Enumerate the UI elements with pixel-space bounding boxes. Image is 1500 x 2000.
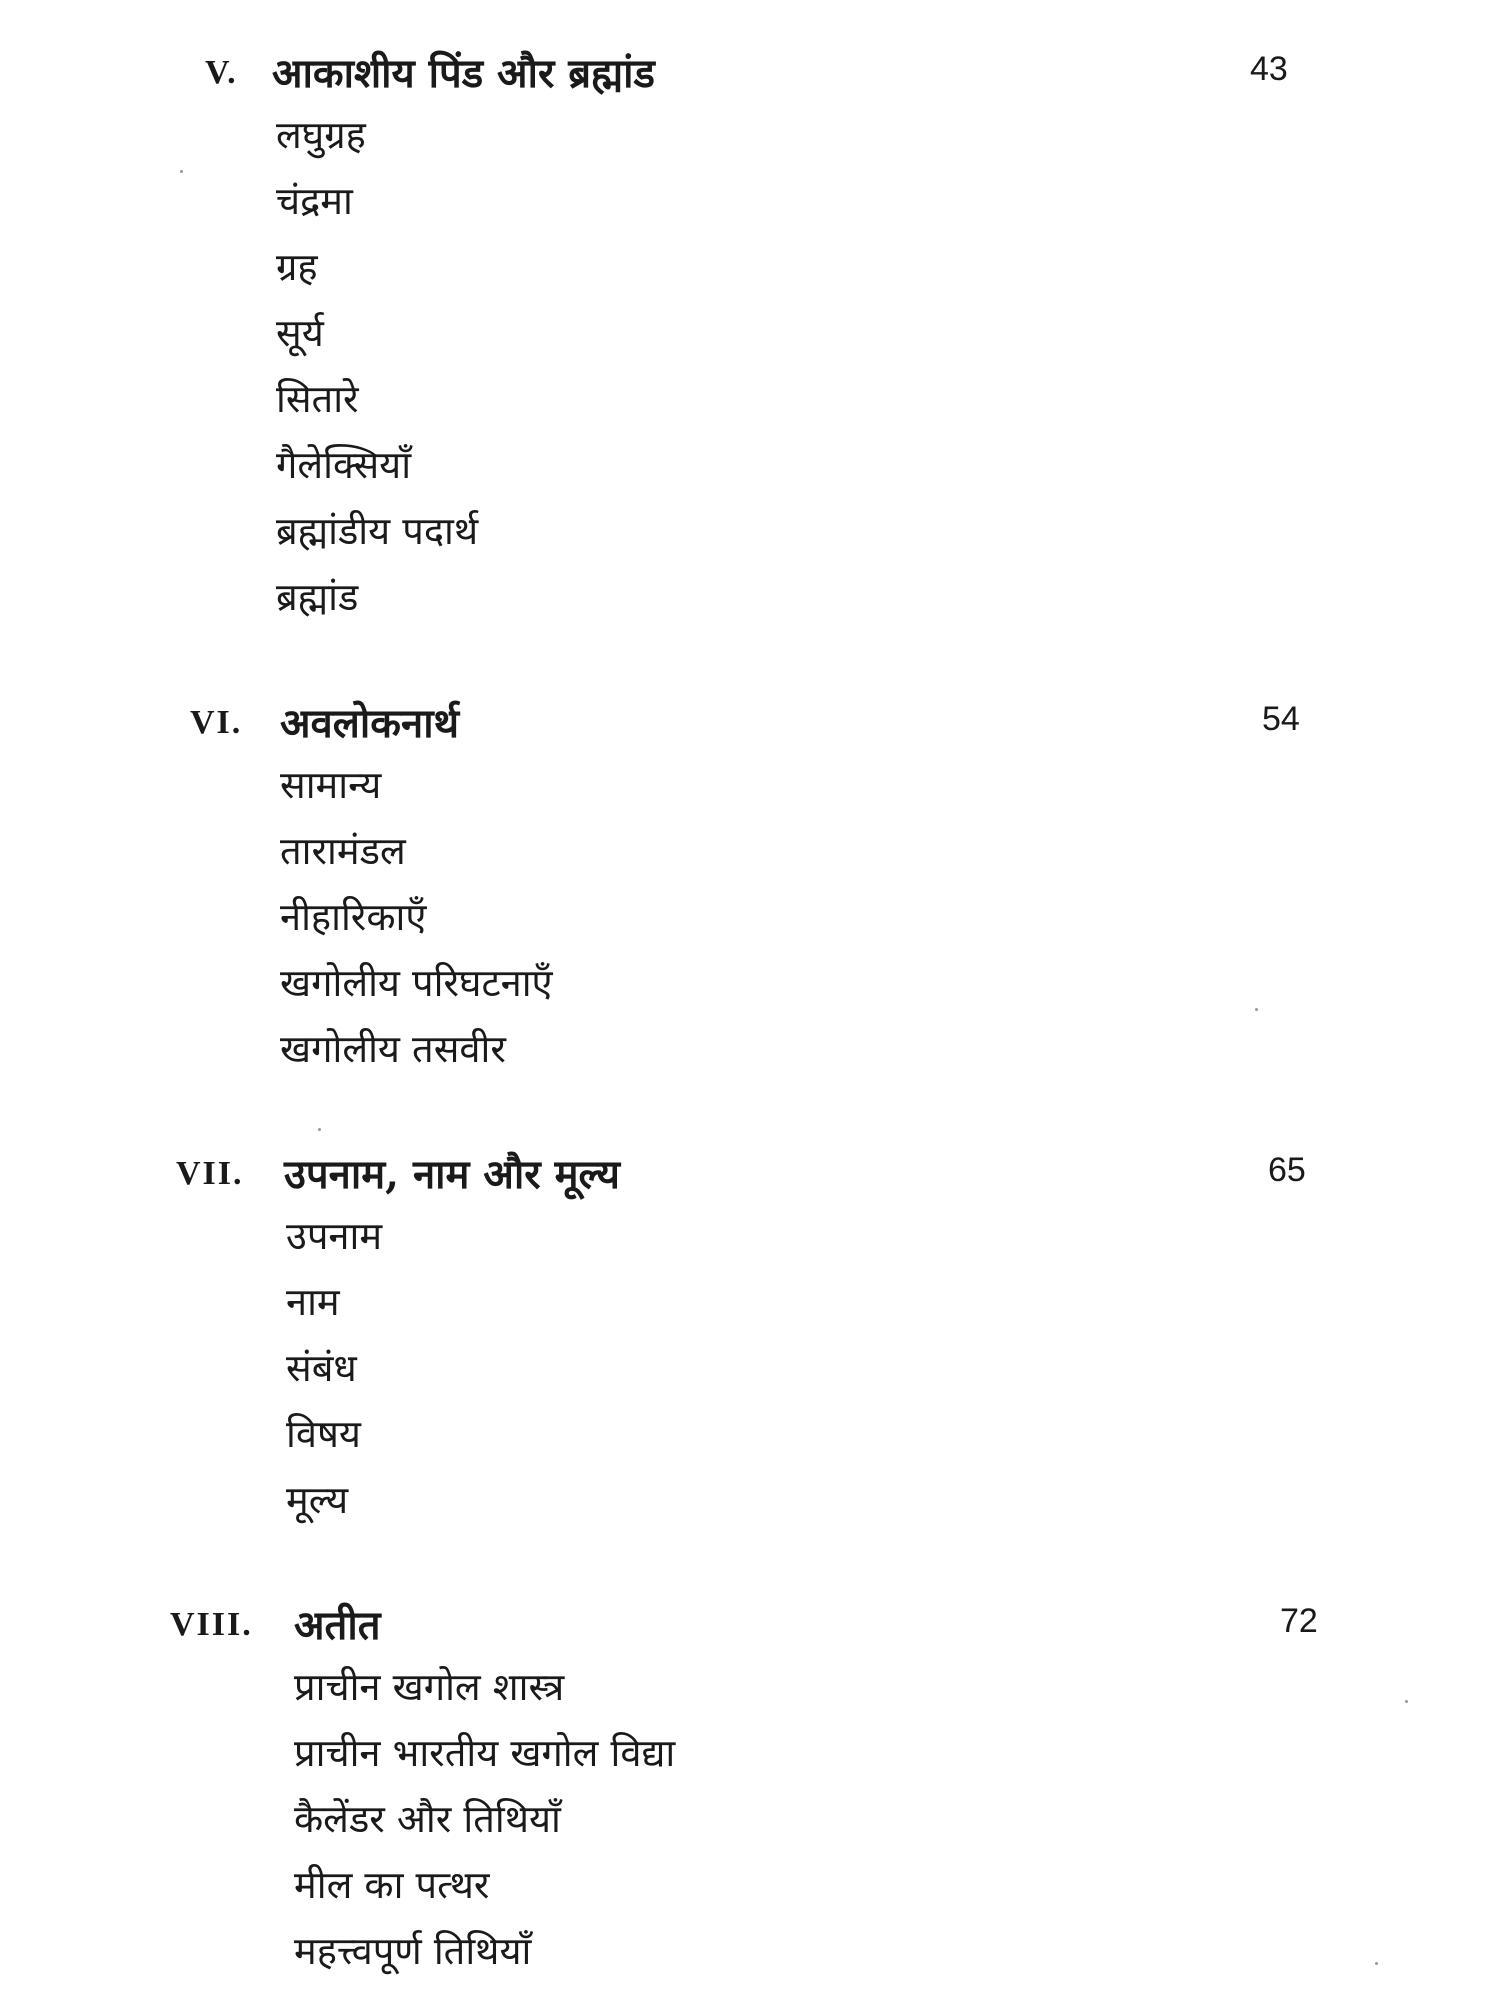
chapter-page-number: 54 xyxy=(1262,700,1300,738)
scan-speck xyxy=(180,170,183,173)
scan-speck xyxy=(318,1128,321,1131)
topic-item: मील का पत्थर xyxy=(294,1863,490,1907)
topic-item: उपनाम xyxy=(286,1214,383,1258)
topic-item: लघुग्रह xyxy=(276,113,366,157)
chapter-vii xyxy=(0,1143,1500,1533)
topic-list xyxy=(280,752,1500,1082)
topic-item: सूर्य xyxy=(276,311,324,355)
chapter-numeral: VI. xyxy=(190,704,243,741)
chapter-heading xyxy=(0,1594,1500,1654)
scan-speck xyxy=(1405,1700,1408,1703)
topic-item: नीहारिकाएँ xyxy=(280,895,427,939)
scan-speck xyxy=(1255,1008,1258,1011)
topic-list xyxy=(294,1654,1500,1984)
topic-item: प्राचीन खगोल शास्त्र xyxy=(294,1665,565,1709)
chapter-page-number: 65 xyxy=(1268,1151,1306,1189)
topic-list xyxy=(286,1203,1500,1533)
chapter-heading xyxy=(0,692,1500,752)
topic-item: खगोलीय तसवीर xyxy=(280,1027,506,1071)
chapter-heading xyxy=(0,42,1500,102)
topic-item: ग्रह xyxy=(276,245,318,289)
topic-item: तारामंडल xyxy=(280,829,406,873)
chapter-vi xyxy=(0,692,1500,1082)
chapter-numeral: VIII. xyxy=(170,1606,253,1643)
topic-item: गैलेक्सियाँ xyxy=(276,443,412,487)
chapter-numeral: V. xyxy=(205,54,238,91)
topic-item: विषय xyxy=(286,1412,361,1456)
topic-item: ब्रह्मांड xyxy=(276,575,359,619)
chapter-title: उपनाम, नाम और मूल्य xyxy=(284,1151,620,1198)
scan-speck xyxy=(1375,1962,1378,1965)
topic-item: मूल्य xyxy=(286,1478,349,1522)
chapter-numeral: VII. xyxy=(176,1155,244,1192)
topic-item: ब्रह्मांडीय पदार्थ xyxy=(276,509,479,553)
topic-item: सामान्य xyxy=(280,763,382,807)
chapter-title: अतीत xyxy=(294,1602,381,1649)
topic-item: महत्त्वपूर्ण तिथियाँ xyxy=(294,1929,532,1973)
chapter-title: आकाशीय पिंड और ब्रह्मांड xyxy=(272,50,655,97)
topic-item: कैलेंडर और तिथियाँ xyxy=(294,1797,561,1841)
chapter-v xyxy=(0,42,1500,630)
topic-item: खगोलीय परिघटनाएँ xyxy=(280,961,553,1005)
topic-item: प्राचीन भारतीय खगोल विद्या xyxy=(294,1731,676,1775)
chapter-page-number: 72 xyxy=(1280,1602,1318,1640)
topic-item: नाम xyxy=(286,1280,340,1324)
chapter-title: अवलोकनार्थ xyxy=(280,700,460,747)
chapter-page-number: 43 xyxy=(1250,50,1288,88)
topic-list xyxy=(276,102,1500,630)
chapter-viii xyxy=(0,1594,1500,1984)
topic-item: संबंध xyxy=(286,1346,357,1390)
chapter-heading xyxy=(0,1143,1500,1203)
topic-item: सितारे xyxy=(276,377,359,421)
topic-item: चंद्रमा xyxy=(276,179,353,223)
